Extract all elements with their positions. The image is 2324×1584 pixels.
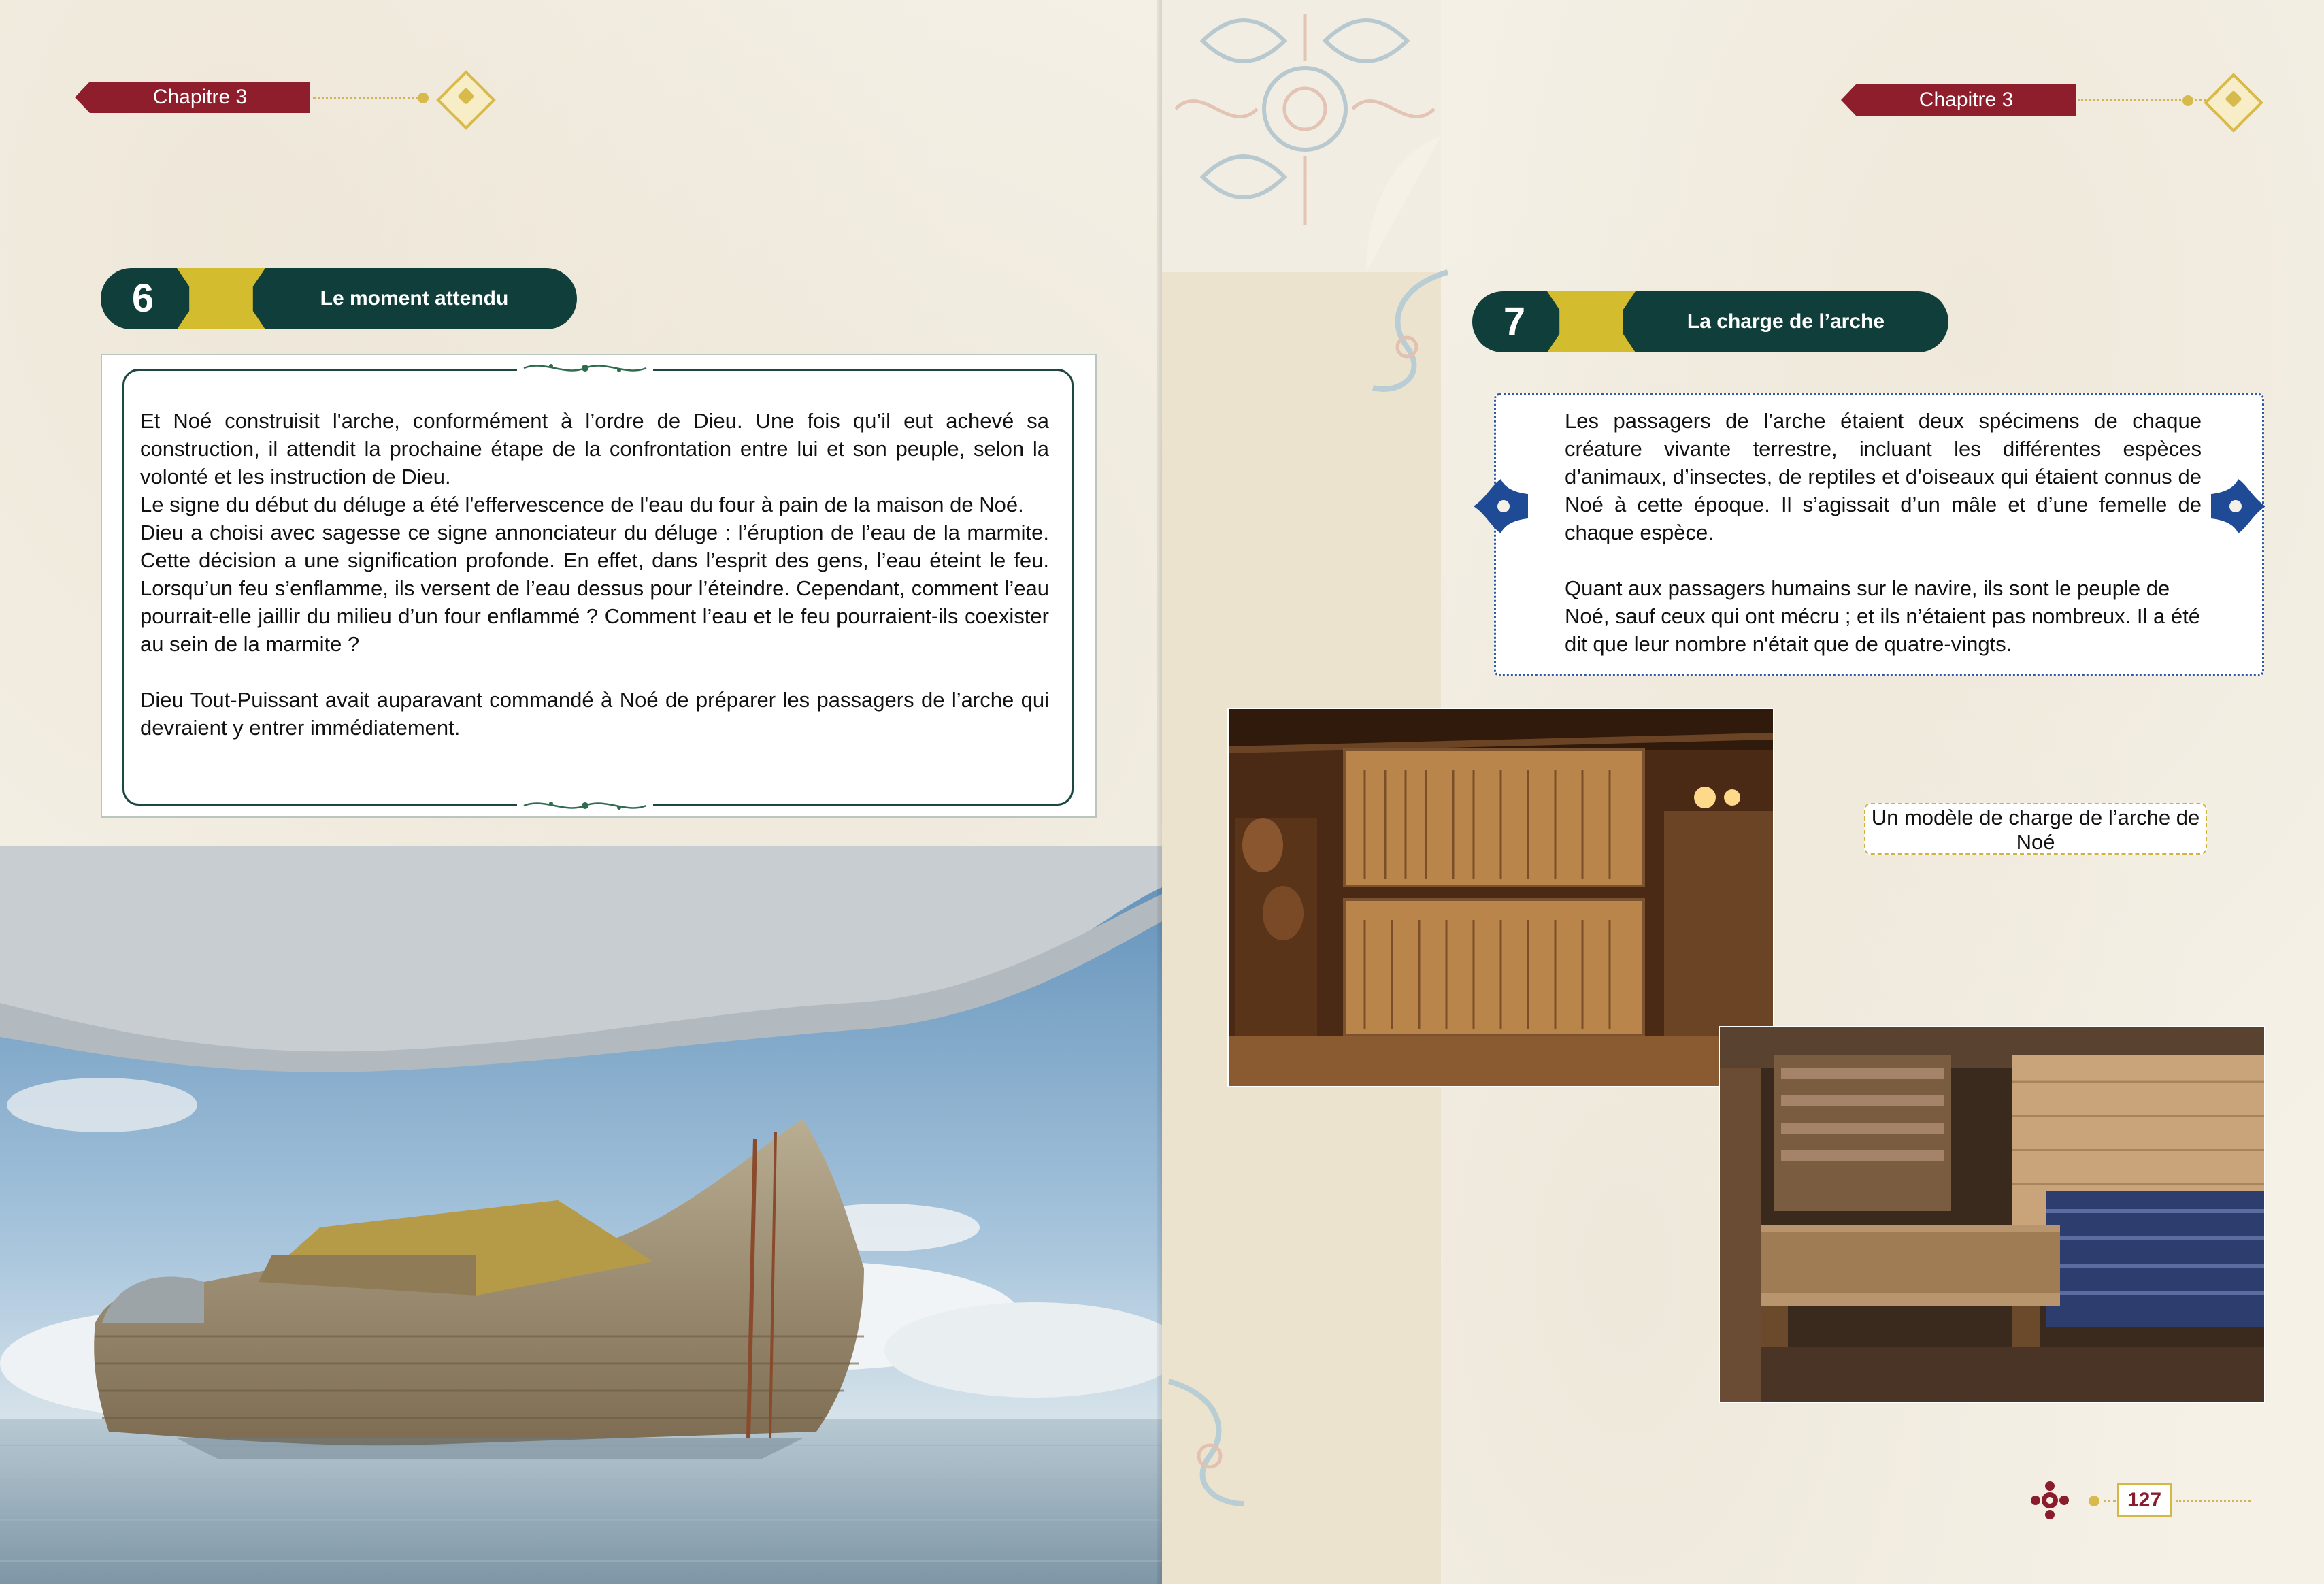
- ribbon-dot: [418, 93, 429, 103]
- paragraph: Les passagers de l’arche étaient deux spécimens de chaque créature vivante terrestre, incluant les différentes espèces d’animaux, d’insectes, de reptiles et d’oiseaux qui étaient connus de Noé à cette époque. Il s’agissait d’un mâle et d’une femelle de chaque espèce.: [1565, 409, 2202, 544]
- ornament-diamond-icon: [436, 70, 496, 130]
- section-heading: [101, 268, 577, 329]
- section-title: Le moment attendu: [320, 287, 509, 310]
- chapter-label: Chapitre 3: [1856, 84, 2076, 116]
- section-number: 7: [1503, 299, 1526, 344]
- ark-living-quarters-photo: [1719, 1026, 2265, 1403]
- ribbon-divider: [313, 97, 427, 100]
- paragraph: Et Noé construisit l'arche, conformément à l’ordre de Dieu. Une fois qu’il eut achevé sa construction, il attendit la prochaine étape de la confrontation entre lui et son peuple, selon la volonté et les instruction de Dieu.: [140, 409, 1049, 489]
- paragraph: Le signe du début du déluge a été l'effervescence de l'eau du four à pain de la maison de Noé.: [140, 493, 1024, 516]
- paragraph: Dieu a choisi avec sagesse ce signe annonciateur du déluge : l’éruption de l’eau de la marmite. Cette décision a une signification profonde. En effet, dans l’esprit des gens, l’eau éteint le feu. Lorsqu’un feu s’enflamme, ils versent de l’eau dessus pour l’éteindre. Cependant, comment l’eau pourrait-elle jaillir du milieu d’un four enflammé ? Comment l’eau et le feu pourraient-ils coexister au sein de la marmite ?: [140, 521, 1049, 656]
- ark-photo: [0, 846, 1162, 1584]
- arabesque-corner-icon: [1162, 1368, 1257, 1517]
- paragraph: Quant aux passagers humains sur le navire, ils sont le peuple de Noé, sauf ceux qui ont mécru ; et ils n’étaient pas nombreux. Il a été dit que leur nombre n'était que de quatre-vingts.: [1565, 576, 2200, 656]
- vine-ornament-icon: [510, 360, 660, 376]
- body-text: [140, 407, 1049, 742]
- right-page: [1162, 0, 2324, 1584]
- ornament-diamond-icon: [2204, 73, 2263, 133]
- ribbon-divider: [2104, 1500, 2116, 1503]
- vine-ornament-icon: [510, 797, 660, 814]
- section-title: La charge de l’arche: [1687, 310, 1885, 333]
- ribbon-dot: [2089, 1496, 2099, 1506]
- ribbon-divider: [2176, 1500, 2251, 1503]
- section-number: 6: [131, 276, 154, 320]
- image-caption: Un modèle de charge de l’arche de Noé: [1864, 803, 2207, 855]
- arabesque-panel-icon: [1162, 0, 1441, 272]
- page-number: 127: [2117, 1483, 2172, 1517]
- section-badge-ornament: [177, 268, 265, 329]
- body-text: [1565, 407, 2202, 658]
- chapter-label: Chapitre 3: [90, 82, 310, 113]
- arabesque-corner-icon: [1359, 265, 1455, 401]
- paragraph: Dieu Tout-Puissant avait auparavant commandé à Noé de préparer les passagers de l’arche qui devraient y entrer immédiatement.: [140, 688, 1049, 740]
- section-heading: [1472, 291, 1948, 352]
- ark-storage-photo: [1227, 708, 1774, 1087]
- side-ornament-icon: [1474, 478, 1528, 535]
- ornament-flower-icon: [2030, 1481, 2070, 1520]
- section-badge-ornament: [1547, 291, 1636, 352]
- side-ornament-icon: [2211, 478, 2265, 535]
- ribbon-dot: [2182, 95, 2193, 106]
